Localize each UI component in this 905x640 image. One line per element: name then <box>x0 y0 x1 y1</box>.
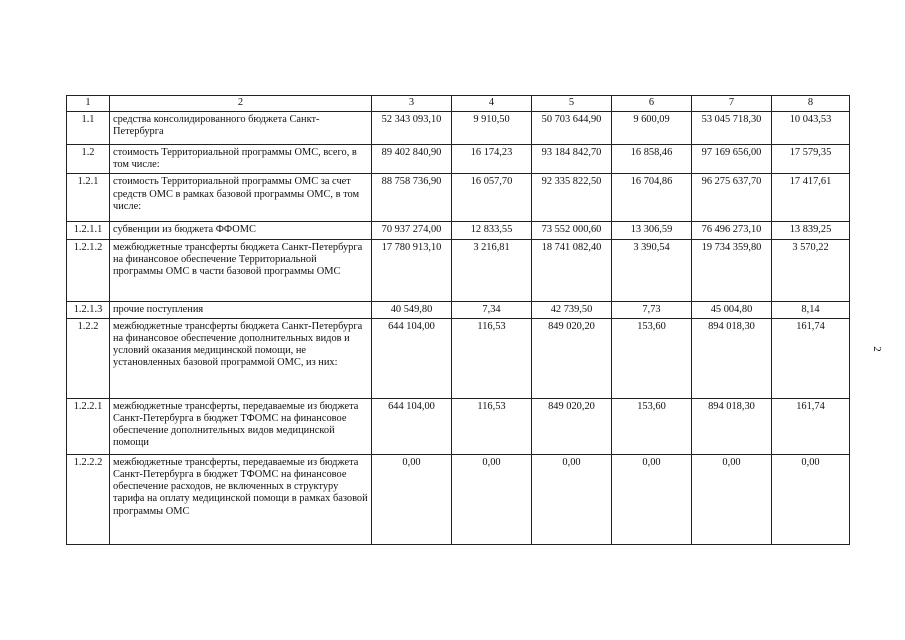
cell-col-7: 97 169 656,00 <box>692 145 772 174</box>
cell-col-6: 13 306,59 <box>612 222 692 239</box>
cell-col-7: 96 275 637,70 <box>692 174 772 222</box>
cell-col-6: 9 600,09 <box>612 112 692 145</box>
cell-col-7: 45 004,80 <box>692 301 772 318</box>
cell-col-6: 16 858,46 <box>612 145 692 174</box>
row-number: 1.2.2 <box>67 318 110 398</box>
cell-col-4: 16 174,23 <box>452 145 532 174</box>
row-description: межбюджетные трансферты бюджета Санкт-Петербурга на финансовое обеспечение дополнительных видов и условий оказания медицинской помощи, не установленных базовой программой ОМС, из них: <box>110 318 372 398</box>
cell-col-3: 644 104,00 <box>372 398 452 454</box>
cell-col-7: 894 018,30 <box>692 318 772 398</box>
cell-col-3: 17 780 913,10 <box>372 239 452 301</box>
table-body <box>67 112 850 545</box>
cell-col-8: 161,74 <box>772 318 850 398</box>
row-description: стоимость Территориальной программы ОМС за счет средств ОМС в рамках базовой программы ОМС, в том числе: <box>110 174 372 222</box>
row-description: прочие поступления <box>110 301 372 318</box>
row-description: субвенции из бюджета ФФОМС <box>110 222 372 239</box>
cell-col-4: 12 833,55 <box>452 222 532 239</box>
cell-col-8: 0,00 <box>772 454 850 544</box>
column-header-3: 3 <box>372 96 452 112</box>
cell-col-8: 161,74 <box>772 398 850 454</box>
cell-col-8: 3 570,22 <box>772 239 850 301</box>
cell-col-5: 50 703 644,90 <box>532 112 612 145</box>
column-header-5: 5 <box>532 96 612 112</box>
cell-col-3: 70 937 274,00 <box>372 222 452 239</box>
table-row <box>67 222 850 239</box>
column-header-8: 8 <box>772 96 850 112</box>
row-description: межбюджетные трансферты, передаваемые из бюджета Санкт-Петербурга в бюджет ТФОМС на финансовое обеспечение дополнительных видов медицинской помощи <box>110 398 372 454</box>
cell-col-4: 7,34 <box>452 301 532 318</box>
column-header-1: 1 <box>67 96 110 112</box>
column-header-4: 4 <box>452 96 532 112</box>
cell-col-4: 3 216,81 <box>452 239 532 301</box>
page-number: 2 <box>870 346 883 352</box>
row-number: 1.2.1.1 <box>67 222 110 239</box>
cell-col-6: 153,60 <box>612 318 692 398</box>
table-row <box>67 301 850 318</box>
table-row <box>67 454 850 544</box>
table-row <box>67 398 850 454</box>
row-number: 1.2 <box>67 145 110 174</box>
cell-col-7: 0,00 <box>692 454 772 544</box>
cell-col-6: 0,00 <box>612 454 692 544</box>
cell-col-6: 153,60 <box>612 398 692 454</box>
cell-col-5: 73 552 000,60 <box>532 222 612 239</box>
cell-col-4: 9 910,50 <box>452 112 532 145</box>
column-header-7: 7 <box>692 96 772 112</box>
row-description: межбюджетные трансферты, передаваемые из бюджета Санкт-Петербурга в бюджет ТФОМС на финансовое обеспечение расходов, не включенных в структуру тарифа на оплату медицинской помощи в рамках базовой программы ОМС <box>110 454 372 544</box>
cell-col-5: 849 020,20 <box>532 398 612 454</box>
cell-col-5: 92 335 822,50 <box>532 174 612 222</box>
cell-col-5: 93 184 842,70 <box>532 145 612 174</box>
cell-col-8: 8,14 <box>772 301 850 318</box>
cell-col-4: 116,53 <box>452 398 532 454</box>
cell-col-5: 18 741 082,40 <box>532 239 612 301</box>
cell-col-8: 13 839,25 <box>772 222 850 239</box>
row-description: средства консолидированного бюджета Санкт-Петербурга <box>110 112 372 145</box>
cell-col-3: 644 104,00 <box>372 318 452 398</box>
cell-col-8: 17 417,61 <box>772 174 850 222</box>
cell-col-8: 10 043,53 <box>772 112 850 145</box>
cell-col-6: 16 704,86 <box>612 174 692 222</box>
row-number: 1.2.2.1 <box>67 398 110 454</box>
row-number: 1.2.1 <box>67 174 110 222</box>
table-row <box>67 145 850 174</box>
cell-col-3: 40 549,80 <box>372 301 452 318</box>
row-number: 1.2.2.2 <box>67 454 110 544</box>
cell-col-6: 7,73 <box>612 301 692 318</box>
cell-col-7: 76 496 273,10 <box>692 222 772 239</box>
financial-table <box>66 95 850 545</box>
row-number: 1.2.1.3 <box>67 301 110 318</box>
header-row <box>67 96 850 112</box>
cell-col-8: 17 579,35 <box>772 145 850 174</box>
cell-col-7: 894 018,30 <box>692 398 772 454</box>
cell-col-3: 89 402 840,90 <box>372 145 452 174</box>
table-row <box>67 112 850 145</box>
cell-col-3: 52 343 093,10 <box>372 112 452 145</box>
cell-col-4: 116,53 <box>452 318 532 398</box>
cell-col-7: 53 045 718,30 <box>692 112 772 145</box>
table-row <box>67 174 850 222</box>
cell-col-3: 88 758 736,90 <box>372 174 452 222</box>
cell-col-3: 0,00 <box>372 454 452 544</box>
cell-col-6: 3 390,54 <box>612 239 692 301</box>
table-row <box>67 318 850 398</box>
row-description: стоимость Территориальной программы ОМС, всего, в том числе: <box>110 145 372 174</box>
cell-col-7: 19 734 359,80 <box>692 239 772 301</box>
table-row <box>67 239 850 301</box>
cell-col-4: 16 057,70 <box>452 174 532 222</box>
row-number: 1.2.1.2 <box>67 239 110 301</box>
cell-col-4: 0,00 <box>452 454 532 544</box>
cell-col-5: 849 020,20 <box>532 318 612 398</box>
column-header-2: 2 <box>110 96 372 112</box>
row-description: межбюджетные трансферты бюджета Санкт-Петербурга на финансовое обеспечение Территориальной программы ОМС в части базовой программы ОМС <box>110 239 372 301</box>
cell-col-5: 0,00 <box>532 454 612 544</box>
row-number: 1.1 <box>67 112 110 145</box>
cell-col-5: 42 739,50 <box>532 301 612 318</box>
column-header-6: 6 <box>612 96 692 112</box>
